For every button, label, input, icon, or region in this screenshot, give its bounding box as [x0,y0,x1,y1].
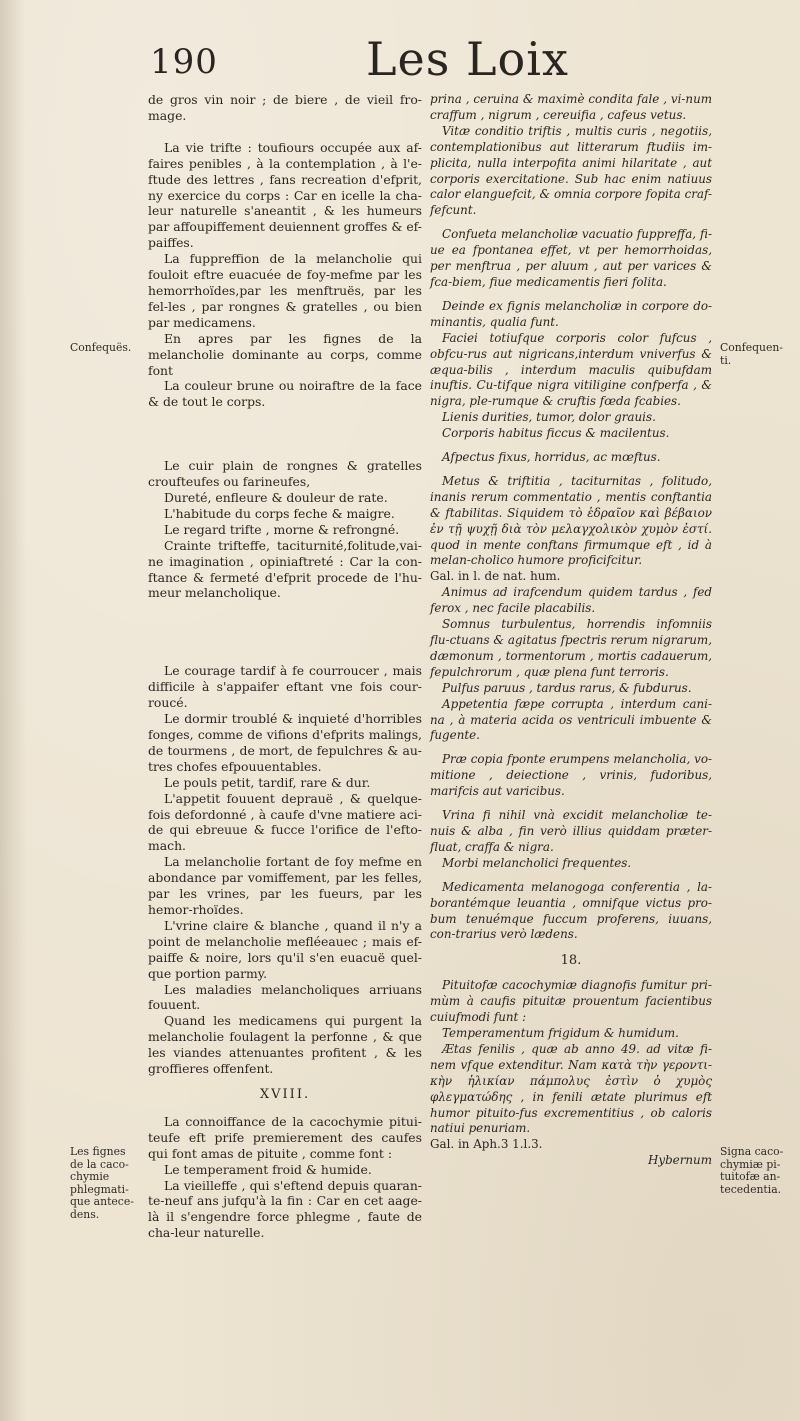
paragraph: Les maladies melancholiques arriuans fouuent. [148,981,422,1013]
paragraph: L'appetit fouuent deprauë , & quelque-fois defordonné , à caufe d'vne matiere aci-de qui ebreuue & fucce l'orifice de l'efto-mach. [148,790,422,854]
paragraph: Le temperament froid & humide. [164,1161,372,1177]
running-title: Les Loix [366,32,569,86]
paragraph: L'vrine claire & blanche , quand il n'y a point de melancholie mefléeauec ; mais ef-paiffe & noire, lors qu'il s'en euacuë quel-que portion parmy. [148,917,422,981]
paragraph: Crainte trifteffe, taciturnité,folitude,vai-ne imagination , opiniaftreté : Car la con-ftance & fermeté d'efprit procede de l'hu-meur melancholique. [148,537,422,601]
paragraph: L'habitude du corps feche & maigre. [164,505,395,521]
margin-note-antecedents-fr: Les fignes de la caco-chymie phlegmati-que antece-dens. [70,1145,134,1221]
gutter-shadow [0,0,26,1421]
citation: Gal. in Aph.3 1.l.3. [430,1137,543,1152]
page-number: 190 [150,42,218,82]
paragraph: Vitæ conditio triftis , multis curis , negotiis, contemplationibus aut litterarum ftudiis im-plicita, nulla interpofita animi hilaritate , aut corporis exercitatione. Sub hac enim natiuus calor elanguefcit, & omnia corpore fopita craf-fefcunt. [430,123,712,218]
paragraph: Pituitofæ cacochymiæ diagnofis fumitur pri-mùm à caufis pituitæ prouentum facientibus cuiufmodi funt : [430,978,712,1025]
paragraph: Medicamenta melanogoga conferentia , la-borantémque leuantia , omnifque victus pro-bum tenuémque fuccum proferens, iuuans, con-trarius verò lædens. [430,879,712,942]
paragraph: En apres par les fignes de la melancholie dominante au corps, comme font [148,330,422,378]
paragraph: Quand les medicamens qui purgent la melancholie foulagent la perfonne , & que les viandes attenuantes profitent , & les groffieres offenfent. [148,1013,422,1077]
paragraph: La fuppreffion de la melancholie qui fouloit eftre euacuée de foy-mefme par les hemorrhoïdes,par les menftruës, par les fel-les , par rongnes & gratelles , ou bien par medicamens. [148,251,422,330]
catchword: Hybernum [647,1153,712,1168]
paragraph: La connoiffance de la cacochymie pitui-teufe eft prife premierement des caufes qui font amas de pituite , comme font : [148,1113,422,1161]
paragraph: Vrina fi nihil vnà excidit melancholiæ te-nuis & alba , fin verò illius quiddam præter-fluat, craffa & nigra. [430,808,712,854]
paragraph: Faciei totiufque corporis color fufcus , obfcu-rus aut nigricans,interdum vniverfus & æqua-bilis , interdum maculis quibufdam inuftis. Cu-tifque nigra vitiligine confperfa , & nigra, ple-rumque & cruftis fœda fcabies. [430,330,712,409]
paragraph: Animus ad irafcendum quidem tardus , fed ferox , nec facile placabilis. [430,585,712,616]
paragraph: Ætas fenilis , quæ ab anno 49. ad vitæ fi-nem vfque extenditur. Nam κατὰ τὴν γεροντι-κὴν ἡλικίαν πάμπολυς ἐστὶν ὁ χυμὸς φλεγματώδης , in fenili ætate plurimus eft humor pituito-fus excrementitius , ob caloris natiui penuriam. [430,1041,712,1136]
paragraph: Le regard trifte , morne & refrongné. [164,521,400,537]
margin-note-consequents-la: Confequen-ti. [720,341,783,367]
paragraph: Deinde ex fignis melancholiæ in corpore do-minantis, qualia funt. [430,298,712,329]
paragraph: Metus & triftitia , taciturnitas , folitudo, inanis rerum commentatio , mentis conftantia & ftabilitas. Siquidem τὸ ἑδραῖον καὶ βέβαιον ἐν τῇ ψυχῇ διὰ τὸν μελαγχολικὸν χυμὸν ἐστί. quod in mente conftans firmumque eft , id à melan-cholico humore proficifcitur. [430,473,712,568]
paragraph: Somnus turbulentus, horrendis infomniis flu-ctuans & agitatus fpectris rerum nigrarum, dæmonum , tormentorum , mortis cadauerum, fepulchrorum , quæ plena funt terroris. [430,617,712,679]
paragraph: prina , ceruina & maximè condita fale , vi-num craffum , nigrum , cereuifia , cafeus vetus. [430,92,712,122]
paragraph: Le dormir troublé & inquieté d'horribles fonges, comme de vifions d'efprits malings, de tourmens , de mort, de fepulchres & au-tres chofes efpouuentables. [148,711,422,774]
paragraph: Corporis habitus ficcus & macilentus. [442,426,670,441]
section-heading: XVIII. [259,1086,311,1102]
paragraph: Lienis durities, tumor, dolor grauis. [442,410,656,425]
paragraph: Le pouls petit, tardif, rare & dur. [164,774,371,790]
paragraph: Dureté, enfleure & douleur de rate. [164,490,388,506]
paragraph: La melancholie fortant de foy mefme en abondance par vomiffement, par les felles, par les vrines, par les fueurs, par les hemor-rhoïdes. [148,854,422,917]
citation: Gal. in l. de nat. hum. [430,569,561,584]
paragraph: Confueta melancholiæ vacuatio fuppreffa, fi-ue ea fpontanea effet, vt per hemorrhoidas, per menftrua , per aluum , aut per varices & fca-biem, fiue medicamentis fieri folita. [430,227,712,289]
paragraph: de gros vin noir ; de biere , de vieil fro-mage. [148,92,422,123]
paragraph: Appetentia fæpe corrupta , interdum cani-na , à materia acida os ventriculi imbuente & fugente. [430,696,712,743]
paragraph: Pulfus paruus , tardus rarus, & fubdurus. [442,680,692,695]
margin-note-antecedents-la: Signa caco-chymiæ pi-tuitofæ an-tecedentia. [720,1145,784,1196]
paragraph: La couleur brune ou noiraftre de la face & de tout le corps. [148,378,422,410]
paragraph: Le courage tardif à fe courroucer , mais difficile à s'appaifer eftant vne fois cour-roucé. [148,663,422,711]
paragraph: Præ copia fponte erumpens melancholia, vo-mitione , deiectione , vrinis, fudoribus, marifcis aut varicibus. [430,752,712,799]
paragraph: Morbi melancholici frequentes. [442,855,632,870]
paragraph: La vie trifte : toufiours occupée aux af-faires penibles , à la contemplation , à l'e-ftude des lettres , fans recreation d'efprit, ny exercice du corps : Car en icelle la cha-leur naturelle s'aneantit , & les humeurs par affoupiffement deuiennent groffes & ef-paiffes. [148,139,422,251]
margin-note-consequents-fr: Confequës. [70,341,132,354]
paragraph: Temperamentum frigidum & humidum. [442,1026,679,1041]
french-column [148,92,422,1241]
paragraph: Afpectus fixus, horridus, ac mœftus. [442,450,661,465]
section-heading: 18. [560,953,582,969]
paragraph: La vieilleffe , qui s'eftend depuis quaran-te-neuf ans jufqu'à la fin : Car en cet aage-là il s'engendre force phlegme , faute de cha-leur naturelle. [148,1177,422,1241]
paragraph: Le cuir plain de rongnes & gratelles croufteufes ou farineufes, [148,458,422,490]
latin-column [430,92,712,1169]
